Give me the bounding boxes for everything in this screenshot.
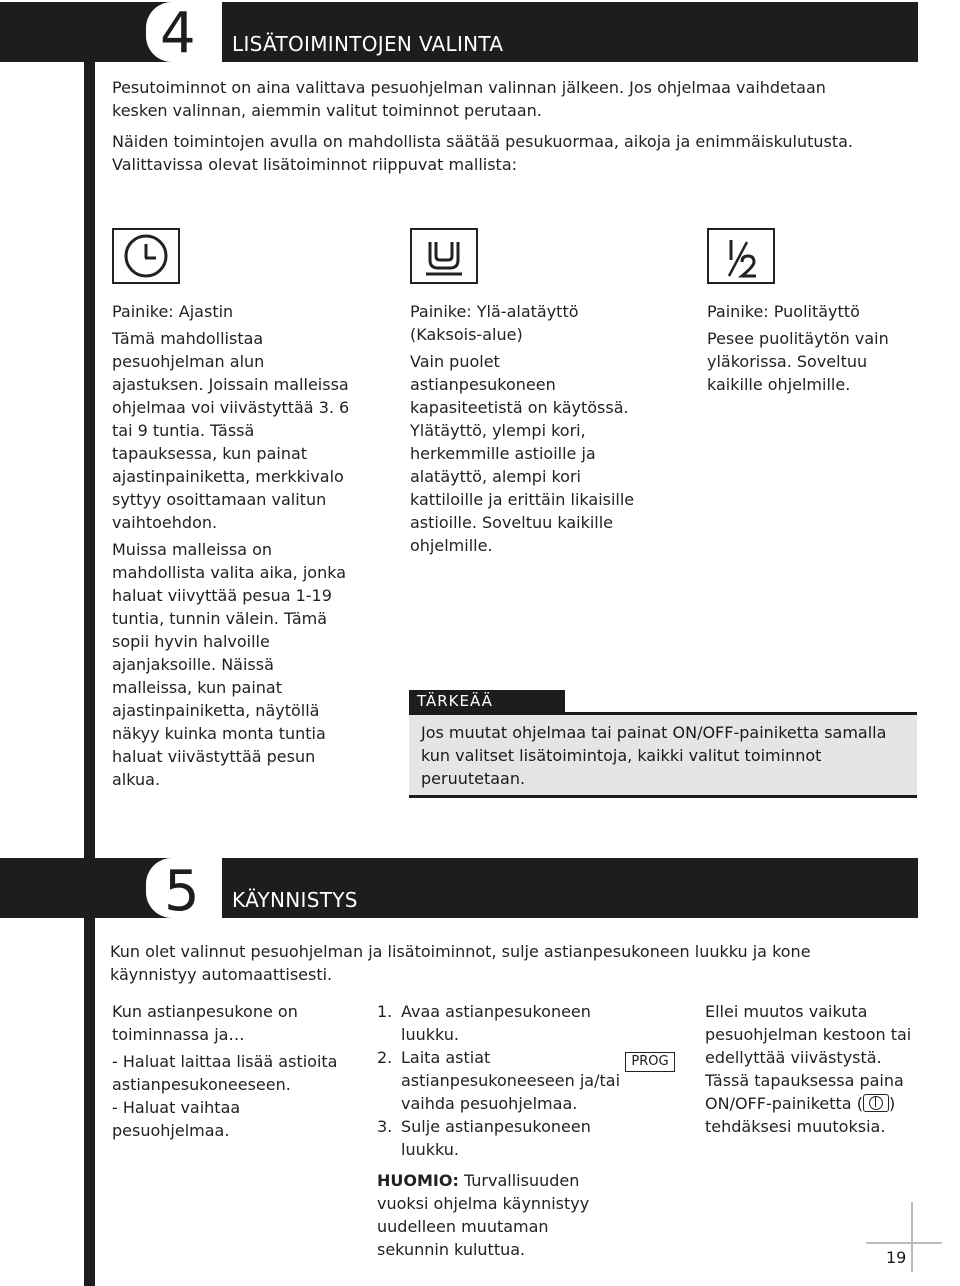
start-paragraph: Ellei muutos vaikuta pesuohjelman kestoon tai edellyttää viivästystä. Tässä tapauksessa paina ON/OFF-painiketta ( [705,1002,912,1113]
step-number: 1. [377,1002,393,1021]
section-title: KÄYNNISTYS [232,888,358,912]
power-icon [863,1094,889,1112]
start-paragraph: - Haluat vaihtaa pesuohjelmaa. [112,1098,241,1140]
left-margin-bar [84,60,95,1286]
step-item [377,1000,622,1046]
start-intro: Kun olet valinnut pesuohjelman ja lisätoiminnot, sulje astianpesukoneen luukku ja kone käynnistyy automaattisesti. [110,942,811,984]
basket-icon [410,228,478,284]
feature-paragraph: Vain puolet astianpesukoneen kapasiteetistä on käytössä. Ylätäyttö, ylempi kori, herkemmille astioille ja alatäyttö, alempi kori kattiloille ja erittäin likaisille astioille. Soveltuu kaikille ohjelmille. [410,352,635,555]
feature-title: Painike: Ylä-alatäyttö (Kaksois-alue) [410,302,579,344]
feature-paragraph: Muissa malleissa on mahdollista valita aika, jonka haluat viivyttää pesua 1-19 tuntia, tunnin välein. Tämä sopii hyvin halvoille ajanjaksoille. Näissä malleissa, kun painat ajastinpainiketta, näytöllä näkyy kuinka monta tuntia haluat viivästyttää pesun alkua. [112,540,347,789]
section-4-header [0,1,918,66]
step-text: Sulje astianpesukoneen luukku. [401,1117,591,1159]
feature-timer [112,300,352,795]
page-number: 19 [886,1248,907,1267]
start-col-3 [705,1000,920,1138]
feature-title: Painike: Ajastin [112,302,234,321]
feature-upper-lower [410,300,640,561]
intro-line: Näiden toimintojen avulla on mahdollista säätää pesukuormaa, aikoja ja enimmäiskulutusta. [112,132,853,151]
step-text: Laita astiat astianpesukoneeseen ja/tai vaihda pesuohjelmaa. [401,1048,621,1113]
intro-line: Valittavissa olevat lisätoiminnot riippuvat mallista: [112,155,518,174]
section-title: LISÄTOIMINTOJEN VALINTA [232,32,504,56]
feature-paragraph: Pesee puolitäytön vain yläkorissa. Soveltuu kaikille ohjelmille. [707,329,889,394]
step-item [377,1115,622,1161]
step-text: Avaa astianpesukoneen luukku. [401,1002,591,1044]
feature-half-load [707,300,917,400]
intro-text [112,76,932,176]
start-paragraph: - Haluat laittaa lisää astioita astianpesukoneeseen. [112,1052,338,1094]
important-text: Jos muutat ohjelmaa tai painat ON/OFF-painiketta samalla kun valitset lisätoimintoja, kaikki valitut toiminnot peruutetaan. [421,723,887,788]
intro-line: Pesutoiminnot on aina valittava pesuohjelman valinnan jälkeen. Jos ohjelmaa vaihdetaan [112,78,826,97]
section-number-box [146,1,222,66]
important-label: TÄRKEÄÄ [409,690,565,712]
prog-button-label: PROG [625,1052,675,1072]
start-col-1 [112,1000,347,1142]
step-number: 2. [377,1048,393,1067]
feature-paragraph: Tämä mahdollistaa pesuohjelman alun ajastuksen. Joissain malleissa ohjelmaa voi viivästyttää 3. 6 tai 9 tuntia. Tässä tapauksessa, kun painat ajastinpainiketta, merkkivalo syttyy osoittamaan valitun vaihtoehdon. [112,329,350,532]
start-paragraph: Kun astianpesukone on toiminnassa ja… [112,1002,298,1044]
start-paragraph: ) tehdäksesi muutoksia. [705,1094,896,1136]
note-text: Turvallisuuden vuoksi ohjelma käynnistyy uudelleen muutaman sekunnin kuluttua. [377,1171,590,1259]
section-number-box [146,858,222,924]
important-box [409,712,917,798]
safety-note [377,1169,622,1261]
start-steps [377,1000,622,1261]
section-number: 5 [164,859,200,924]
clock-icon [112,228,180,284]
crop-mark [866,1242,942,1244]
section-number: 4 [160,1,196,66]
note-label: HUOMIO: [377,1171,459,1190]
step-item [377,1046,622,1115]
half-load-icon [707,228,775,284]
feature-title: Painike: Puolitäyttö [707,302,860,321]
intro-line: kesken valinnan, aiemmin valitut toiminnot perutaan. [112,101,542,120]
step-number: 3. [377,1117,393,1136]
crop-mark [911,1202,913,1272]
section-5-header [0,858,918,924]
